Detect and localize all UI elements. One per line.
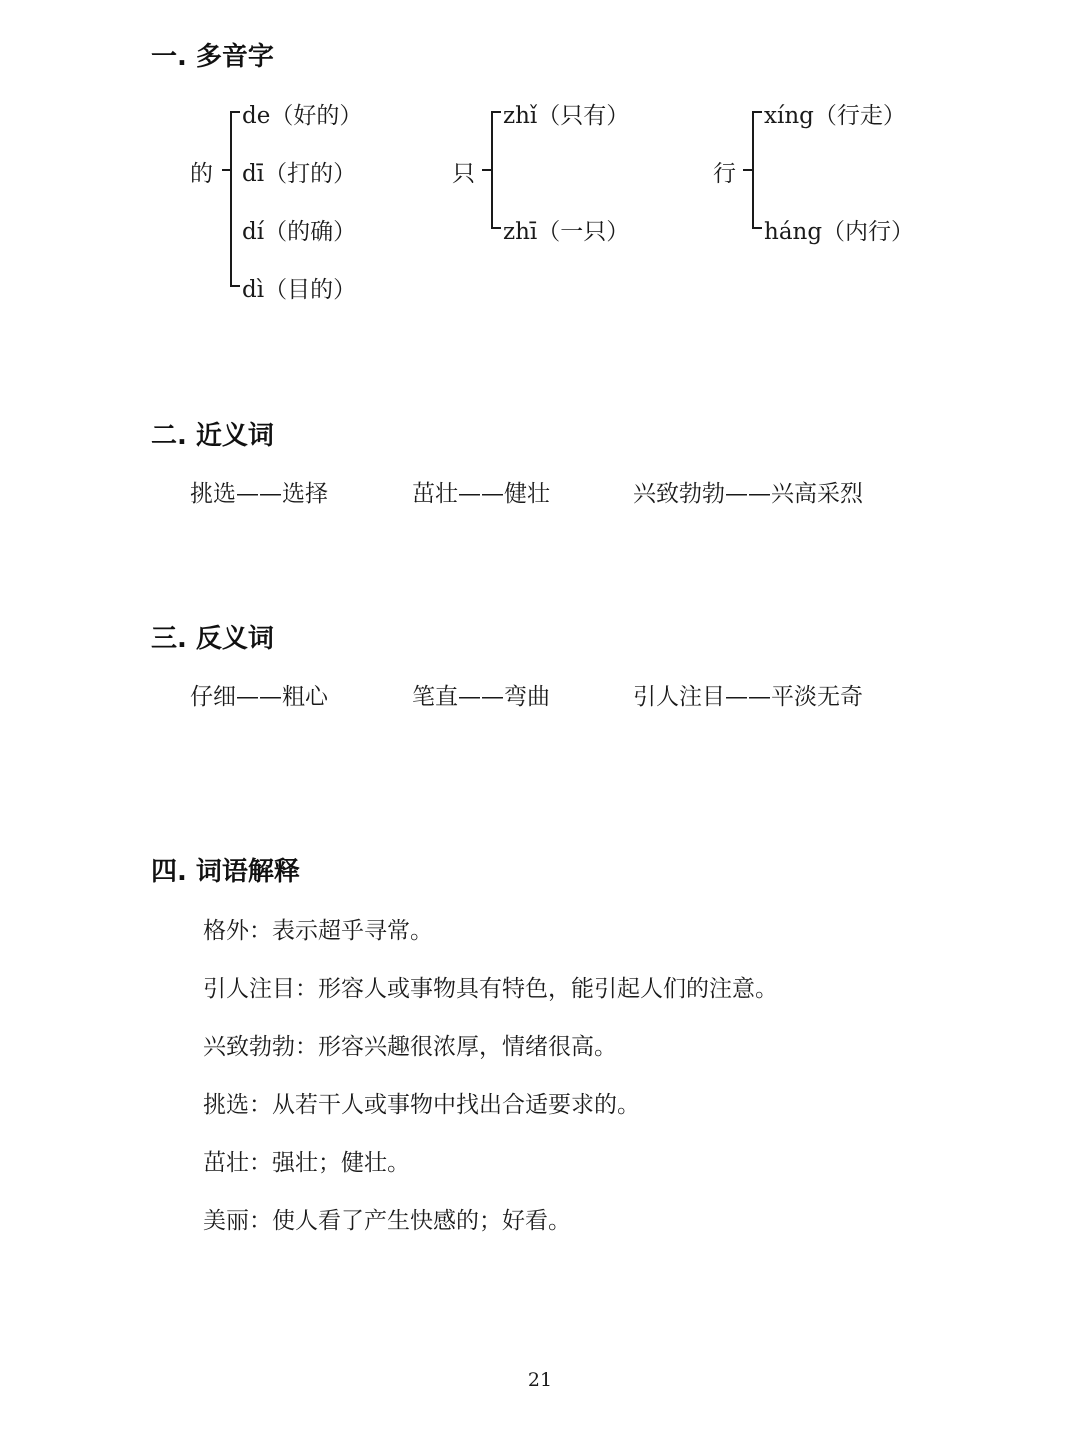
synonym-pair: 挑选——选择 [190, 481, 328, 507]
section-heading-polyphonic: 一. 多音字 [151, 42, 274, 72]
antonym-pair: 引人注目——平淡无奇 [633, 684, 863, 710]
pinyin-reading: xíng（行走） [764, 103, 906, 129]
pinyin-reading: de（好的） [242, 103, 363, 129]
pinyin-reading: háng（内行） [764, 219, 915, 245]
antonym-pair: 仔细——粗心 [190, 684, 328, 710]
antonym-pair: 笔直——弯曲 [412, 684, 550, 710]
pinyin-reading: dī（打的） [242, 161, 357, 187]
definition-entry: 挑选：从若干人或事物中找出合适要求的。 [203, 1092, 640, 1118]
pinyin-reading: zhǐ（只有） [503, 103, 630, 129]
pinyin-reading: dì（目的） [242, 277, 357, 303]
polyphonic-char: 只 [452, 161, 475, 187]
section-heading-antonyms: 三. 反义词 [151, 624, 274, 654]
section-heading-definitions: 四. 词语解释 [151, 857, 300, 887]
pinyin-reading: zhī（一只） [503, 219, 630, 245]
polyphonic-char: 的 [190, 161, 213, 187]
polyphonic-char: 行 [713, 161, 736, 187]
brace-icon [480, 110, 504, 232]
definition-entry: 茁壮：强壮；健壮。 [203, 1150, 410, 1176]
definition-entry: 格外：表示超乎寻常。 [203, 918, 433, 944]
section-heading-synonyms: 二. 近义词 [151, 421, 274, 451]
definition-entry: 美丽：使人看了产生快感的；好看。 [203, 1208, 571, 1234]
synonym-pair: 茁壮——健壮 [412, 481, 550, 507]
pinyin-reading: dí（的确） [242, 219, 357, 245]
definition-entry: 引人注目：形容人或事物具有特色，能引起人们的注意。 [203, 976, 778, 1002]
page-number: 21 [527, 1369, 553, 1391]
brace-icon [741, 110, 765, 232]
synonym-pair: 兴致勃勃——兴高采烈 [633, 481, 863, 507]
definition-entry: 兴致勃勃：形容兴趣很浓厚，情绪很高。 [203, 1034, 617, 1060]
brace-icon [220, 110, 244, 290]
